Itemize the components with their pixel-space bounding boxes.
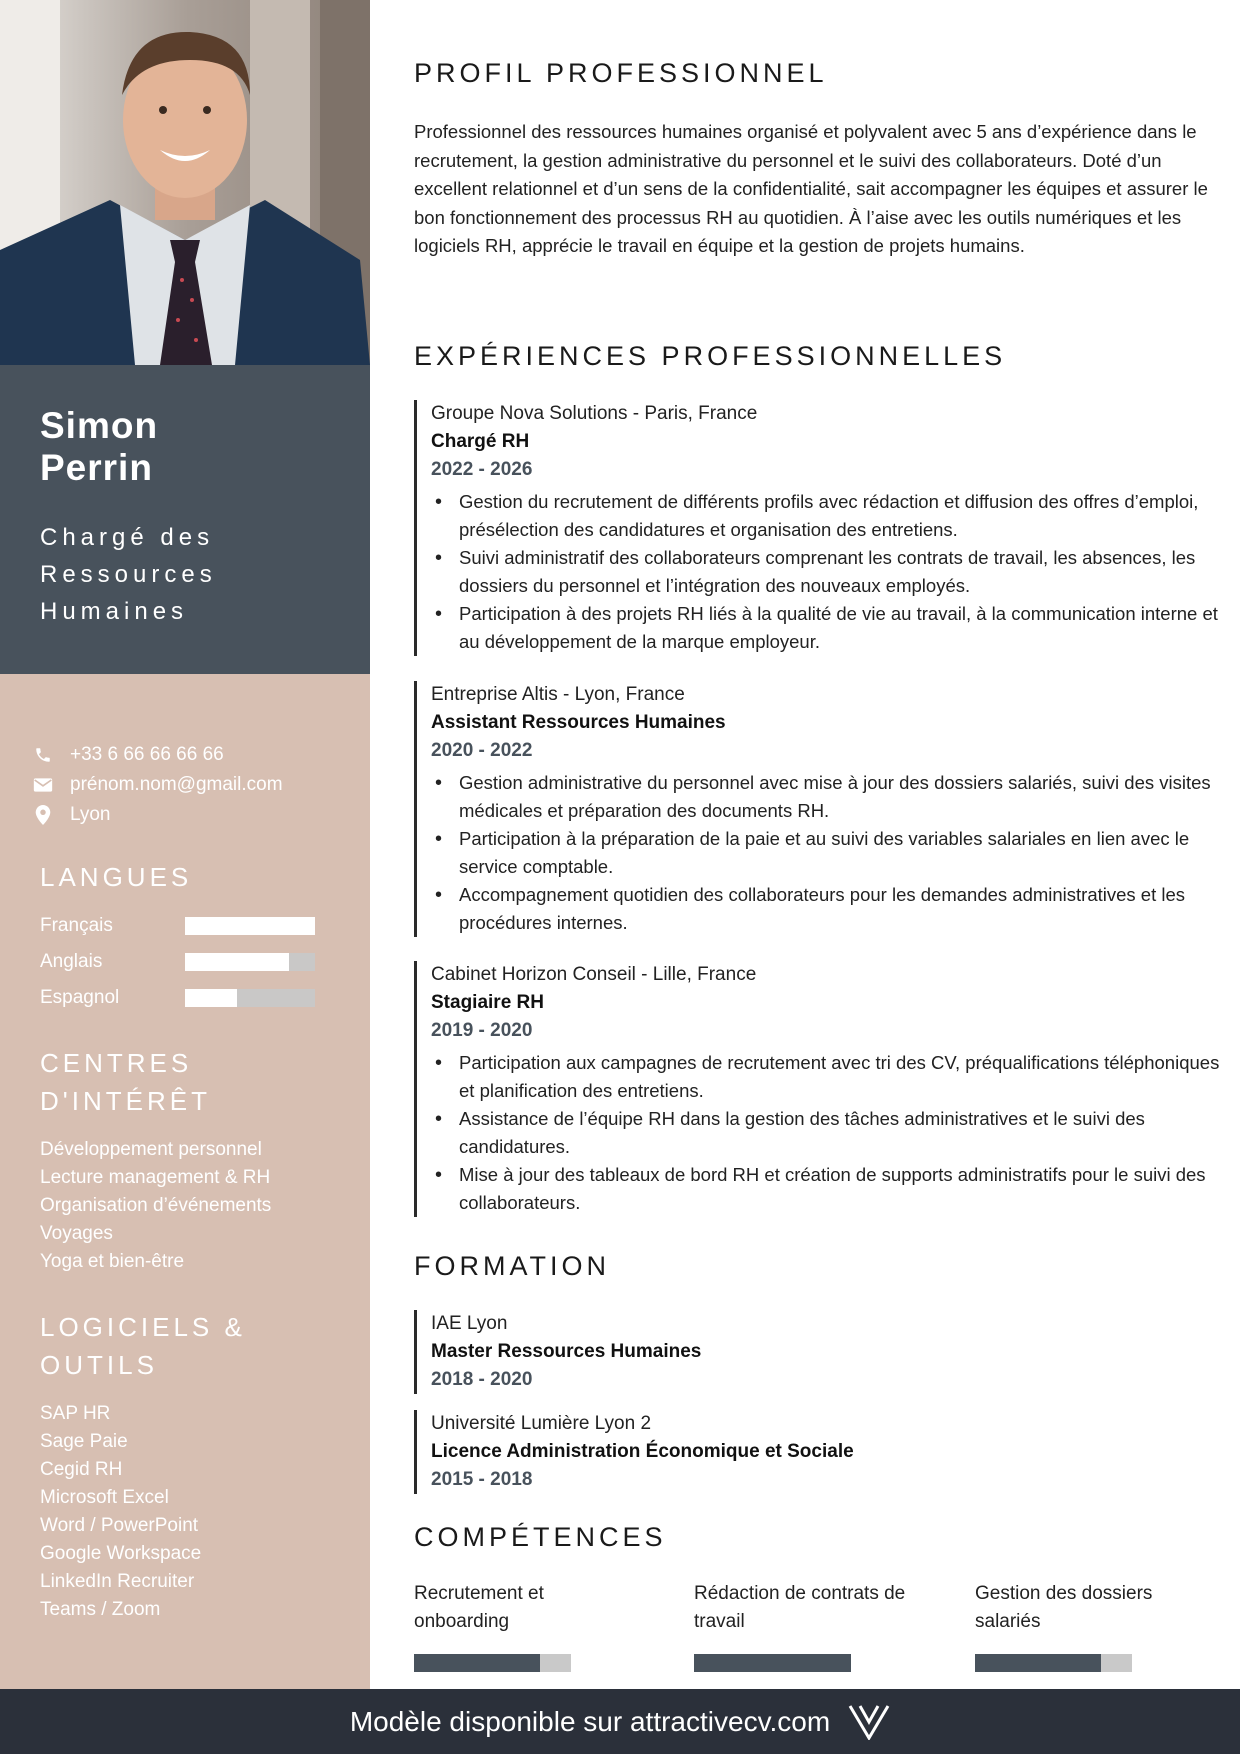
language-level-bar (185, 953, 315, 971)
language-name: Anglais (40, 951, 103, 972)
location-pin-icon (32, 804, 54, 826)
experience-company: Entreprise Altis - Lyon, France (431, 684, 685, 705)
skill-item (414, 1580, 654, 1672)
software-item: Google Workspace (40, 1543, 202, 1564)
attractivecv-logo (848, 1704, 890, 1740)
skill-level-fill (414, 1654, 540, 1672)
interest-item: Organisation d’événements (40, 1195, 272, 1216)
language-level-fill (185, 989, 237, 1007)
software-item: LinkedIn Recruiter (40, 1571, 195, 1592)
interest-item: Lecture management & RH (40, 1167, 271, 1188)
contact-phone[interactable] (32, 740, 352, 770)
skill-level-bar (694, 1654, 851, 1672)
candidate-name (40, 405, 330, 489)
experience-bullet: • Accompagnement quotidien des collaborateurs pour les demandes administratives et les procédures internes. (431, 881, 1226, 937)
experience-bullet: • Mise à jour des tableaux de bord RH et création de supports administratifs pour le suivi des collaborateurs. (431, 1161, 1226, 1217)
interests-list (40, 1136, 271, 1276)
experience-bullet: • Participation à la préparation de la paie et au suivi des variables salariales en lien avec le service comptable. (431, 825, 1226, 881)
skill-level-bar (975, 1654, 1132, 1672)
experience-dates: 2020 - 2022 (431, 740, 533, 761)
education-heading: FORMATION (414, 1251, 610, 1281)
city: Lyon (70, 804, 111, 825)
language-level-fill (185, 953, 289, 971)
skill-level-fill (975, 1654, 1101, 1672)
experience-bullets (431, 1049, 1226, 1217)
language-item (40, 908, 315, 944)
language-name: Espagnol (40, 987, 120, 1008)
interest-item: Développement personnel (40, 1139, 262, 1160)
skill-label-line: Gestion des dossiers (975, 1583, 1153, 1604)
skill-item (694, 1580, 934, 1672)
skills-heading: COMPÉTENCES (414, 1522, 667, 1552)
experience-dates: 2022 - 2026 (431, 459, 533, 480)
experience-bullet: • Participation aux campagnes de recrutement avec tri des CV, préqualifications téléphoniques et planification des entretiens. (431, 1049, 1226, 1105)
skill-label (694, 1580, 934, 1636)
contact-city (32, 800, 352, 830)
email-address: prénom.nom@gmail.com (70, 774, 283, 795)
language-level-bar (185, 989, 315, 1007)
experience-entry (414, 961, 1226, 1217)
contact-list (32, 740, 352, 830)
skill-label-line: onboarding (414, 1611, 510, 1632)
software-item: SAP HR (40, 1403, 111, 1424)
experience-bullet: • Gestion du recrutement de différents profils avec rédaction et diffusion des offres d’emploi, présélection des candidatures et organisation des entretiens. (431, 488, 1226, 544)
skill-label-line: salariés (975, 1611, 1041, 1632)
software-item: Sage Paie (40, 1431, 128, 1452)
software-heading (40, 1308, 246, 1384)
language-item (40, 980, 315, 1016)
languages-list (40, 908, 315, 1016)
mail-icon (32, 774, 54, 796)
language-level-fill (185, 917, 315, 935)
skill-level-bar (414, 1654, 571, 1672)
software-heading-line: OUTILS (40, 1350, 158, 1380)
footer-banner[interactable] (0, 1689, 1240, 1754)
software-item: Cegid RH (40, 1459, 123, 1480)
job-title-line: Chargé des (40, 524, 215, 551)
job-title (40, 519, 330, 630)
education-degree: Master Ressources Humaines (431, 1341, 702, 1362)
software-item: Teams / Zoom (40, 1599, 161, 1620)
skill-label (414, 1580, 654, 1636)
education-school: Université Lumière Lyon 2 (431, 1413, 652, 1434)
language-item (40, 944, 315, 980)
experience-bullet: • Suivi administratif des collaborateurs comprenant les contrats de travail, les absences, les dossiers du personnel et l’intégration des nouveaux employés. (431, 544, 1226, 600)
experience-role: Assistant Ressources Humaines (431, 712, 726, 733)
interests-heading-line: CENTRES (40, 1048, 193, 1078)
interest-item: Yoga et bien-être (40, 1251, 185, 1272)
experience-entry (414, 400, 1226, 656)
experience-company: Cabinet Horizon Conseil - Lille, France (431, 964, 757, 985)
experience-heading: EXPÉRIENCES PROFESSIONNELLES (414, 341, 1007, 371)
education-degree: Licence Administration Économique et Sociale (431, 1441, 854, 1462)
experience-bullet: • Assistance de l’équipe RH dans la gestion des tâches administratives et le suivi des candidatures. (431, 1105, 1226, 1161)
software-item: Word / PowerPoint (40, 1515, 199, 1536)
phone-number: +33 6 66 66 66 66 (70, 744, 224, 765)
education-dates: 2018 - 2020 (431, 1369, 533, 1390)
experience-role: Chargé RH (431, 431, 530, 452)
software-list (40, 1400, 201, 1624)
phone-icon (32, 744, 54, 766)
skill-label (975, 1580, 1215, 1636)
experience-bullets (431, 769, 1226, 937)
experience-bullets (431, 488, 1226, 656)
skill-label-line: Rédaction de contrats de (694, 1583, 906, 1604)
job-title-line: Humaines (40, 598, 189, 625)
interest-item: Voyages (40, 1223, 113, 1244)
software-item: Microsoft Excel (40, 1487, 169, 1508)
experience-dates: 2019 - 2020 (431, 1020, 533, 1041)
interests-heading-line: D'INTÉRÊT (40, 1086, 211, 1116)
job-title-line: Ressources (40, 561, 217, 588)
experience-entry (414, 681, 1226, 937)
profile-text: Professionnel des ressources humaines organisé et polyvalent avec 5 ans d’expérience dans le recrutement, la gestion administrative du personnel et le suivi des collaborateurs. Doté d’un excellent relationnel et d’un sens de la confidentialité, sait accompagner les équipes et assurer le bon fonctionnement des processus RH au quotidien. À l’aise avec les outils numériques et les logiciels RH, apprécie le travail en équipe et la gestion de projets humains. (414, 121, 1208, 256)
name-block (0, 365, 370, 674)
language-name: Français (40, 915, 113, 936)
footer-text[interactable]: Modèle disponible sur attractivecv.com (349, 1705, 831, 1737)
skill-label-line: travail (694, 1611, 745, 1632)
software-heading-line: LOGICIELS & (40, 1312, 246, 1342)
experience-company: Groupe Nova Solutions - Paris, France (431, 403, 758, 424)
education-dates: 2015 - 2018 (431, 1469, 533, 1490)
experience-bullet: • Gestion administrative du personnel avec mise à jour des dossiers salariés, suivi des visites médicales et préparation des documents RH. (431, 769, 1226, 825)
profile-heading: PROFIL PROFESSIONNEL (414, 58, 828, 88)
education-entry (414, 1410, 1114, 1494)
contact-email[interactable] (32, 770, 352, 800)
language-level-bar (185, 917, 315, 935)
experience-bullet: • Participation à des projets RH liés à la qualité de vie au travail, à la communication interne et au développement de la marque employeur. (431, 600, 1226, 656)
languages-heading: LANGUES (40, 862, 193, 892)
first-name: Simon (40, 405, 159, 446)
last-name: Perrin (40, 447, 153, 488)
education-entry (414, 1310, 1114, 1394)
skill-label-line: Recrutement et (414, 1583, 544, 1604)
skill-item (975, 1580, 1215, 1672)
skill-level-fill (694, 1654, 851, 1672)
interests-heading (40, 1044, 211, 1120)
sidebar (0, 0, 370, 1689)
experience-role: Stagiaire RH (431, 992, 544, 1013)
profile-photo (0, 0, 370, 365)
education-school: IAE Lyon (431, 1313, 508, 1334)
